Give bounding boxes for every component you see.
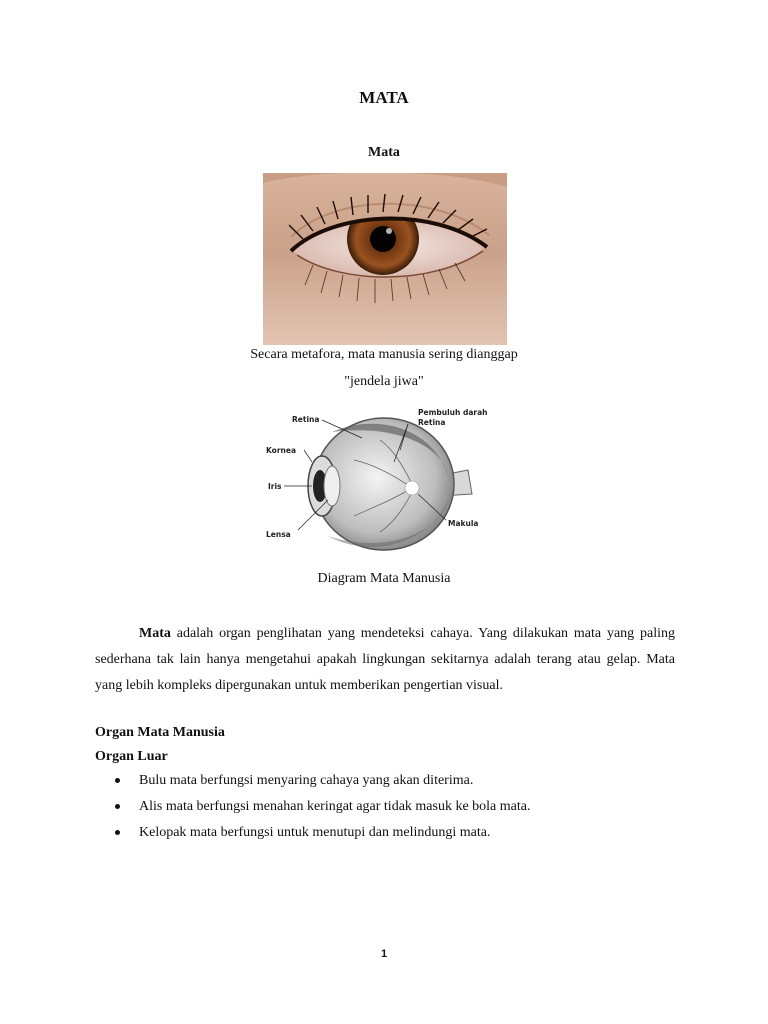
subsection-heading: Organ Luar [95, 749, 168, 764]
diagram-label-pembuluh-darah: Pembuluh darah [418, 408, 488, 417]
paragraph-lead-term: Mata [139, 626, 171, 641]
photo-caption-line-2: "jendela jiwa" [344, 374, 424, 389]
bullet-icon [115, 830, 120, 835]
diagram-label-kornea: Kornea [266, 446, 297, 455]
page-number: 1 [380, 948, 388, 960]
list-item: Bulu mata berfungsi menyaring cahaya yang akan diterima. [95, 770, 530, 796]
list-item: Kelopak mata berfungsi untuk menutupi dan melindungi mata. [95, 822, 530, 848]
bullet-icon [115, 804, 120, 809]
paragraph-text: adalah organ penglihatan yang mendeteksi cahaya. Yang dilakukan mata yang paling sederhana tak lain hanya mengetahui apakah lingkungan sekitarnya adalah terang atau gelap. Mata yang lebih kompleks dipergunakan untuk memberikan pengertian visual. [95, 626, 675, 693]
diagram-label-retina: Retina [292, 415, 320, 424]
diagram-label-makula: Makula [448, 519, 479, 528]
page-title: MATA [359, 88, 409, 107]
figure-title: Mata [368, 145, 400, 160]
organ-luar-list [95, 770, 530, 848]
diagram-label-iris: Iris [268, 482, 282, 491]
diagram-label-pembuluh-retina: Retina [418, 418, 446, 427]
diagram-caption: Diagram Mata Manusia [317, 571, 451, 586]
photo-caption-line-1: Secara metafora, mata manusia sering dianggap [250, 347, 518, 362]
diagram-label-lensa: Lensa [266, 530, 291, 539]
section-heading: Organ Mata Manusia [95, 725, 225, 740]
bullet-icon [115, 778, 120, 783]
intro-paragraph [95, 621, 675, 699]
list-item: Alis mata berfungsi menahan keringat agar tidak masuk ke bola mata. [95, 796, 530, 822]
eye-anatomy-diagram [262, 404, 494, 560]
eye-photo [263, 173, 507, 345]
